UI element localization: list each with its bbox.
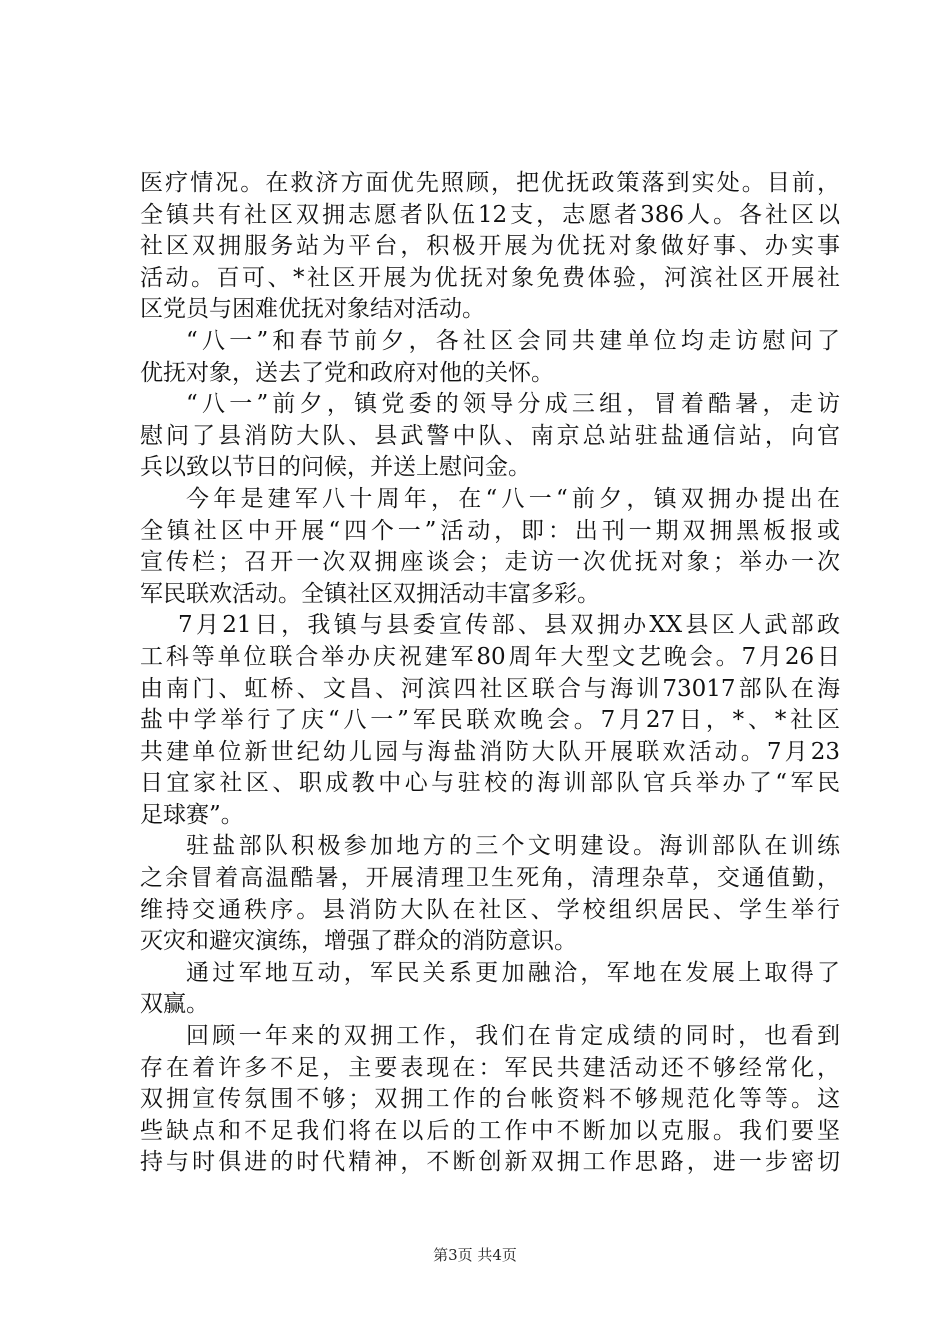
- text-line: 双拥宣传氛围不够；双拥工作的台帐资料不够规范化等等。这: [140, 1086, 840, 1113]
- text-line: 兵以致以节日的问候，并送上慰问金。: [140, 454, 531, 481]
- text-line: 社区双拥服务站为平台，积极开展为优抚对象做好事、办实事: [140, 233, 840, 260]
- text-line: 工科等单位联合举办庆祝建军80周年大型文艺晚会。7月26日: [140, 643, 840, 670]
- text-line: 全镇社区中开展“四个一”活动，即：出刊一期双拥黑板报或: [140, 517, 840, 544]
- document-body: [140, 168, 840, 1179]
- text-line: 存在着许多不足，主要表现在：军民共建活动还不够经常化，: [140, 1054, 840, 1081]
- text-line: 回顾一年来的双拥工作，我们在肯定成绩的同时，也看到: [186, 1023, 840, 1050]
- text-line: 活动。百可、*社区开展为优抚对象免费体验，河滨社区开展社: [140, 264, 840, 291]
- text-line: 共建单位新世纪幼儿园与海盐消防大队开展联欢活动。7月23: [140, 738, 840, 765]
- text-line: 通过军地互动，军民关系更加融洽，军地在发展上取得了: [186, 959, 840, 986]
- text-line: 灭灾和避灾演练，增强了群众的消防意识。: [140, 928, 577, 955]
- text-line: “八一”和春节前夕，各社区会同共建单位均走访慰问了: [186, 327, 840, 354]
- text-line: 日宜家社区、职成教中心与驻校的海训部队官兵举办了“军民: [140, 770, 840, 797]
- text-line: 优抚对象，送去了党和政府对他的关怀。: [140, 359, 554, 386]
- text-line: 驻盐部队积极参加地方的三个文明建设。海训部队在训练: [186, 833, 840, 860]
- text-line: 今年是建军八十周年，在“八一“前夕，镇双拥办提出在: [186, 485, 840, 512]
- text-line: 足球赛”。: [140, 801, 244, 828]
- text-line: 宣传栏；召开一次双拥座谈会；走访一次优抚对象；举办一次: [140, 549, 840, 576]
- text-line: 区党员与困难优抚对象结对活动。: [140, 296, 485, 323]
- page-footer: 第3页 共4页: [433, 1246, 517, 1264]
- text-line: 持与时俱进的时代精神，不断创新双拥工作思路，进一步密切: [140, 1149, 840, 1176]
- text-line: 慰问了县消防大队、县武警中队、南京总站驻盐通信站，向官: [140, 422, 840, 449]
- text-line: 之余冒着高温酷暑，开展清理卫生死角，清理杂草，交通值勤，: [140, 865, 840, 892]
- text-line: 全镇共有社区双拥志愿者队伍12支，志愿者386人。各社区以: [140, 201, 840, 228]
- text-line: 双赢。: [140, 991, 209, 1018]
- text-line: 维持交通秩序。县消防大队在社区、学校组织居民、学生举行: [140, 896, 840, 923]
- text-line: 医疗情况。在救济方面优先照顾，把优抚政策落到实处。目前，: [140, 170, 840, 196]
- text-line: 些缺点和不足我们将在以后的工作中不断加以克服。我们要坚: [140, 1117, 840, 1144]
- text-line: 盐中学举行了庆“八一”军民联欢晚会。7月27日，*、*社区: [140, 707, 840, 734]
- text-line: 7月21日，我镇与县委宣传部、县双拥办XX县区人武部政: [178, 612, 840, 639]
- text-line: “八一”前夕，镇党委的领导分成三组，冒着酷暑，走访: [186, 391, 840, 418]
- text-line: 军民联欢活动。全镇社区双拥活动丰富多彩。: [140, 580, 600, 607]
- text-line: 由南门、虹桥、文昌、河滨四社区联合与海训73017部队在海: [140, 675, 840, 702]
